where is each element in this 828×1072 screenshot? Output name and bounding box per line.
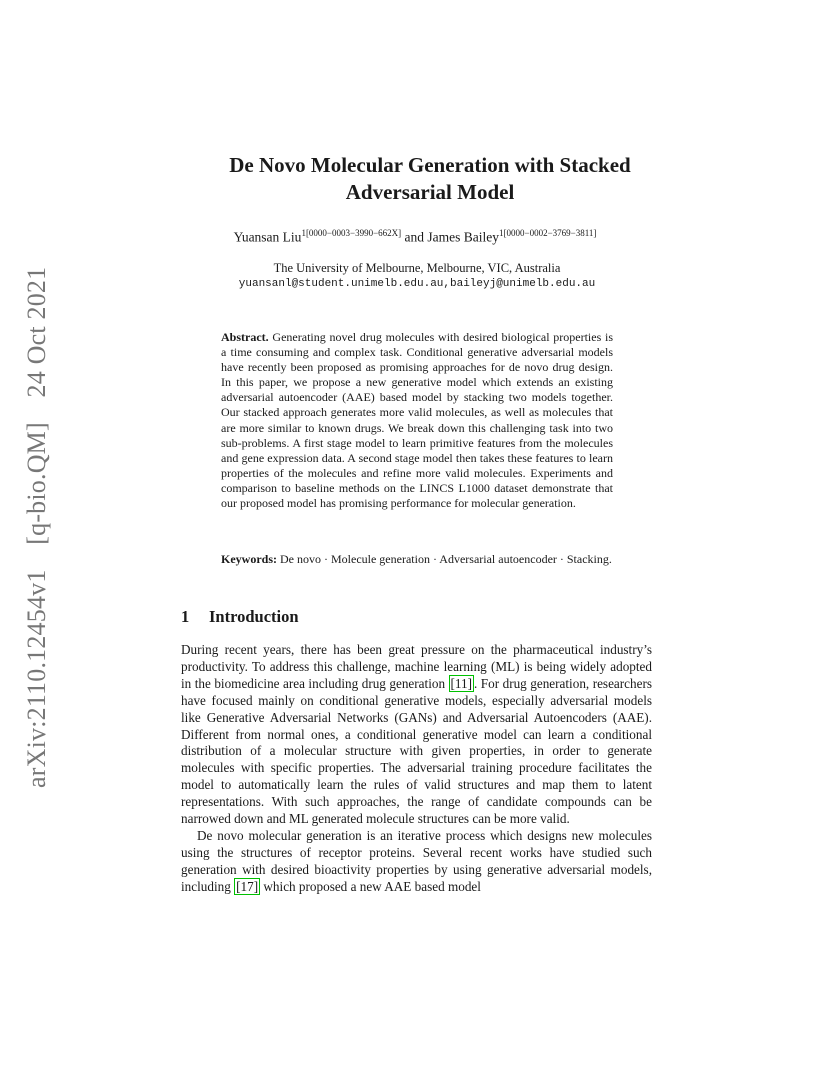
section-heading xyxy=(181,607,299,627)
body-text xyxy=(181,642,652,896)
author-list xyxy=(180,228,650,246)
paragraph xyxy=(181,828,652,896)
title-line-2: Adversarial Model xyxy=(345,180,515,204)
paragraph-text: . For drug generation, researchers have focused mainly on conditional generative models, especially adversarial models like Generative Adversarial Networks (GANs) and Adversarial Autoencoders (AAE). Different from normal ones, a conditional generative model can learn a conditional distribution of a molecular structure with given properties, in order to generate molecules with specific properties. The adversarial training procedure facilitates the model to automatically learn the rules of valid structures and map them to latent representations. With such approaches, the range of candidate compounds can be narrowed down and ML generated molecule structures can be more valid. xyxy=(181,675,652,827)
section-number: 1 xyxy=(181,607,190,626)
author-name: Yuansan Liu xyxy=(233,229,302,245)
author-name: James Bailey xyxy=(427,229,500,245)
title-line-1: De Novo Molecular Generation with Stacked xyxy=(229,153,631,177)
abstract-text: Generating novel drug molecules with desired biological properties is a time consuming and complex task. Conditional generative adversarial models have recently been proposed as promising approaches for de novo drug design. In this paper, we propose a new generative model which extends an existing adversarial autoencoder (AAE) based model by stacking two models together. Our stacked approach generates more valid molecules, as well as molecules that are more similar to known drugs. We break down this challenging task into two sub-problems. A first stage model to learn primitive features from the molecules and gene expression data. A second stage model then takes these features to learn properties of the molecules and refine more valid molecules. Experiments and comparison to baseline methods on the LINCS L1000 dataset demonstrate that our proposed model has promising performance for molecular generation. xyxy=(221,330,614,511)
paper-title xyxy=(180,152,680,206)
arxiv-margin-stamp xyxy=(22,268,62,788)
paragraph-text: During recent years, there has been great pressure on the pharmaceutical industry’s productivity. To address this challenge, machine learning (ML) is being widely adopted in the biomedicine area including drug generation xyxy=(181,642,652,691)
author-emails: yuansanl@student.unimelb.edu.au,baileyj@unimelb.edu.au xyxy=(238,278,596,290)
affiliation: The University of Melbourne, Melbourne, VIC, Australia xyxy=(273,261,561,275)
keywords xyxy=(221,552,613,567)
abstract-label: Abstract. xyxy=(221,330,269,344)
arxiv-category: [q-bio.QM] xyxy=(22,422,51,545)
citation-link[interactable]: [11] xyxy=(450,675,473,691)
paragraph-text: De novo molecular generation is an iterative process which designs new molecules using the structures of receptor proteins. Several recent works have studied such generation with desired bioactivity properties by using generative adversarial models, including xyxy=(181,827,652,894)
keywords-label: Keywords: xyxy=(221,552,277,566)
keywords-text: De novo · Molecule generation · Adversarial autoencoder · Stacking. xyxy=(280,552,612,566)
author-orcid: 1[0000−0002−3769−3811] xyxy=(499,228,597,238)
arxiv-date: 24 Oct 2021 xyxy=(22,266,51,398)
abstract xyxy=(221,330,613,511)
paragraph-text: which proposed a new AAE based model xyxy=(260,878,481,894)
author-conjunction: and xyxy=(404,229,425,245)
affiliation-block xyxy=(180,260,654,292)
author-orcid: 1[0000−0003−3990−662X] xyxy=(301,228,402,238)
citation-link[interactable]: [17] xyxy=(236,878,259,894)
paragraph xyxy=(181,642,652,828)
section-title: Introduction xyxy=(209,607,299,626)
arxiv-id: arXiv:2110.12454v1 xyxy=(22,569,51,788)
